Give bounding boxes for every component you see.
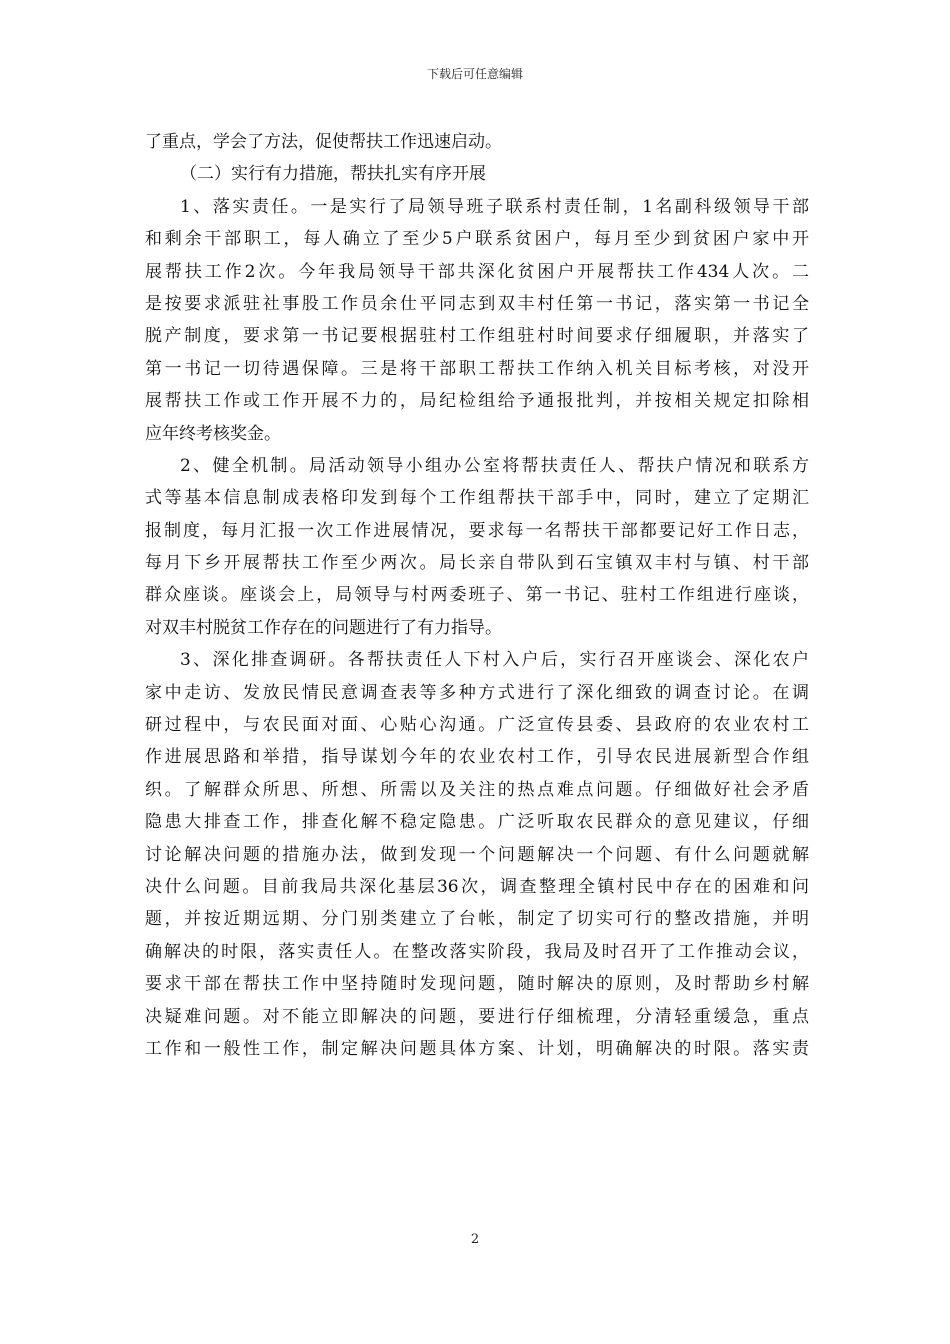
text-line: 应年终考核奖金。 bbox=[145, 423, 281, 444]
text-line: 隐患大排查工作，排查化解不稳定隐患。广泛听取农民群众的意见建议，仔细 bbox=[145, 812, 809, 833]
text-line: 展帮扶工作2次。今年我局领导干部共深化贫困户开展帮扶工作434人次。二 bbox=[145, 261, 809, 282]
text-line: 研过程中，与农民面对面、心贴心沟通。广泛宣传县委、县政府的农业农村工 bbox=[145, 715, 809, 736]
text-line: 每月下乡开展帮扶工作至少两次。局长亲自带队到石宝镇双丰村与镇、村干部 bbox=[145, 553, 809, 574]
text-line: 报制度，每月汇报一次工作进展情况，要求每一名帮扶干部都要记好工作日志， bbox=[145, 520, 809, 541]
text-line: 脱产制度，要求第一书记要根据驻村工作组驻村时间要求仔细履职，并落实了 bbox=[145, 326, 809, 347]
text-line: 1、落实责任。一是实行了局领导班子联系村责任制，1名副科级领导干部 bbox=[180, 196, 809, 217]
text-line: 决疑难问题。对不能立即解决的问题，要进行仔细梳理，分清轻重缓急，重点 bbox=[145, 1006, 809, 1027]
paragraph-continuation bbox=[145, 126, 809, 158]
text-line: 对双丰村脱贫工作存在的问题进行了有力指导。 bbox=[145, 617, 502, 638]
section-heading-text: （二）实行有力措施，帮扶扎实有序开展 bbox=[180, 164, 486, 185]
section-heading bbox=[145, 158, 809, 190]
text-line: 工作和一般性工作，制定解决问题具体方案、计划，明确解决的时限。落实责 bbox=[145, 1038, 809, 1059]
page-number: 2 bbox=[470, 1232, 480, 1247]
text-line: 了重点，学会了方法，促使帮扶工作迅速启动。 bbox=[145, 132, 502, 152]
text-line: 2、健全机制。局活动领导小组办公室将帮扶责任人、帮扶户情况和联系方 bbox=[180, 455, 809, 476]
text-line: 是按要求派驻社事股工作员余仕平同志到双丰村任第一书记，落实第一书记全 bbox=[145, 293, 809, 314]
document-body bbox=[145, 126, 809, 1065]
text-line: 决什么问题。目前我局共深化基层36次，调查整理全镇村民中存在的困难和问 bbox=[145, 876, 809, 897]
text-line: 家中走访、发放民情民意调查表等多种方式进行了深化细致的调查讨论。在调 bbox=[145, 682, 809, 703]
text-line: 作进展思路和举措，指导谋划今年的农业农村工作，引导农民进展新型合作组 bbox=[145, 747, 809, 768]
text-line: 讨论解决问题的措施办法，做到发现一个问题解决一个问题、有什么问题就解 bbox=[145, 844, 809, 865]
text-line: 式等基本信息制成表格印发到每个工作组帮扶干部手中，同时，建立了定期汇 bbox=[145, 488, 809, 509]
text-line: 群众座谈。座谈会上，局领导与村两委班子、第一书记、驻村工作组进行座谈， bbox=[145, 585, 809, 606]
text-line: 确解决的时限，落实责任人。在整改落实阶段，我局及时召开了工作推动会议， bbox=[145, 941, 809, 962]
text-line: 织。了解群众所思、所想、所需以及关注的热点难点问题。仔细做好社会矛盾 bbox=[145, 779, 809, 800]
text-line: 题，并按近期远期、分门别类建立了台帐，制定了切实可行的整改措施，并明 bbox=[145, 909, 809, 930]
text-line: 展帮扶工作或工作开展不力的，局纪检组给予通报批判，并按相关规定扣除相 bbox=[145, 391, 809, 412]
text-line: 和剩余干部职工，每人确立了至少5户联系贫困户，每月至少到贫困户家中开 bbox=[145, 229, 809, 250]
paragraph-responsibility bbox=[145, 191, 809, 450]
text-line: 3、深化排查调研。各帮扶责任人下村入户后，实行召开座谈会、深化农户 bbox=[180, 650, 809, 671]
text-line: 要求干部在帮扶工作中坚持随时发现问题，随时解决的原则，及时帮助乡村解 bbox=[145, 974, 809, 995]
paragraph-mechanism bbox=[145, 450, 809, 644]
page-header: 下载后可任意编辑 bbox=[426, 67, 523, 81]
text-line: 第一书记一切待遇保障。三是将干部职工帮扶工作纳入机关目标考核，对没开 bbox=[145, 358, 809, 379]
paragraph-investigation bbox=[145, 644, 809, 1065]
